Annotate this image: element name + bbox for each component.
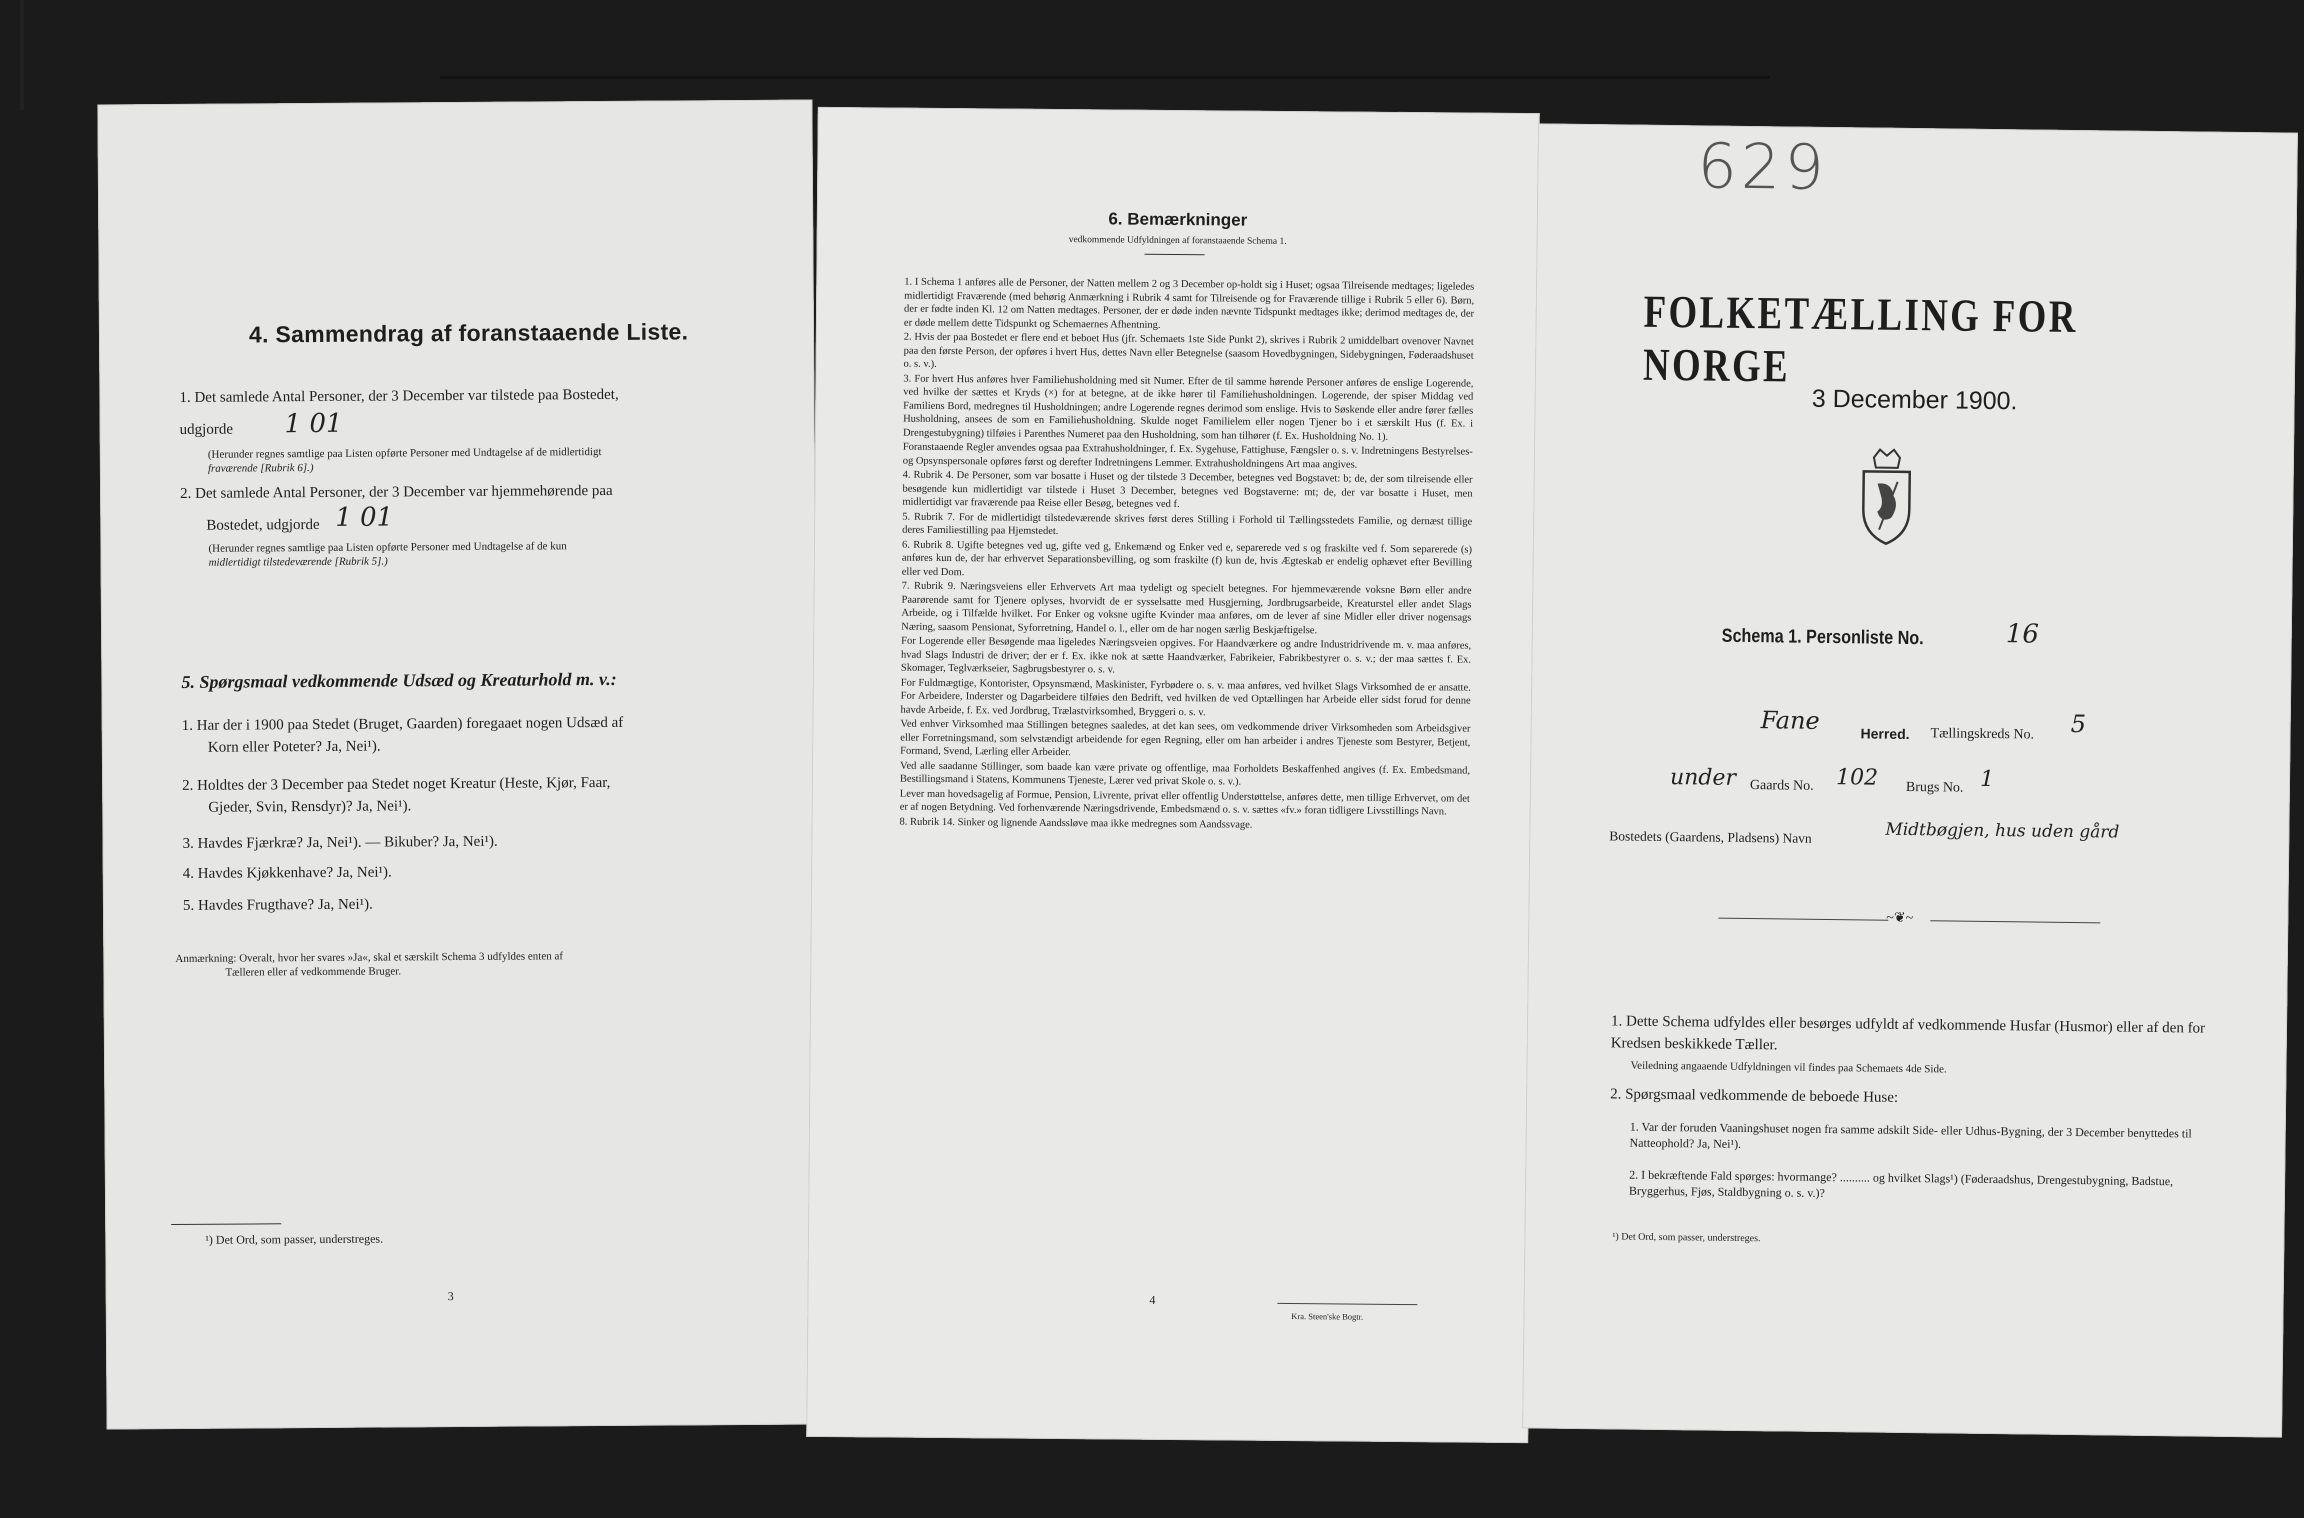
gaards-label: Gaards No. <box>1749 778 1814 794</box>
item2-note2: midlertidigt tilstedeværende [Rubrik 5].) <box>208 555 388 569</box>
footnote: ¹) Det Ord, som passer, understreges. <box>205 1231 384 1247</box>
remark-paragraph: 7. Rubrik 9. Næringsveiens eller Erhvervets Art maa tydeligt og specielt betegnes. For hjemmeværende voksne Børn eller andre Paarørende samt for Tjenere oplyses, hvorvidt de er sysselsatte med Husgjerning, Jordbrugsarbeide, Kreaturstel eller andet Slags Arbeide, og i Tilfælde hvilket. For Enker og voksne ugifte Kvinder maa anføres, om de lever af sine Midler eller driver nogensags Næring, saasom Pensionat, Syforretning, Handel o. l., eller om de har nogen særlig Beskjæftigelse. <box>901 580 1472 636</box>
printer-rule <box>1277 1303 1417 1305</box>
item1-line2: udgjorde <box>179 421 234 438</box>
item1-value: 1 01 <box>284 408 343 440</box>
census-title: FOLKETÆLLING FOR NORGE <box>1642 285 2079 392</box>
q3: 3. Havdes Fjærkræ? Ja, Nei¹). — Bikuber? Ja, Nei¹). <box>182 833 498 852</box>
section4-title: 4. Sammendrag af foranstaaende Liste. <box>248 318 689 348</box>
brugs-value: 1 <box>1979 766 1995 793</box>
left-page <box>97 100 821 1430</box>
right-page <box>1522 123 2298 1437</box>
section5-title: 5. Spørgsmaal vedkommende Udsæd og Kreaturhold m. v.: <box>181 668 617 692</box>
item2-line1: 2. Det samlede Antal Personer, der 3 December var hjemmehørende paa <box>180 482 613 502</box>
herred-label: Herred. <box>1860 725 1910 742</box>
house-question-1: 1. Var der foruden Vaaningshuset nogen fra samme adskilt Side- eller Udhus-Bygning, der 3 December benyttedes til Natteophold? Ja, Nei¹). <box>1629 1119 2192 1151</box>
footnote: ¹) Det Ord, som passer, understreges. <box>1612 1231 1761 1245</box>
gaards-value: 102 <box>1835 765 1879 791</box>
archive-number: 629 <box>1697 129 1829 204</box>
ornament-icon: ~❦~ <box>1886 910 1914 927</box>
ornament-rule-left <box>1718 918 1888 921</box>
item2-line2: Bostedet, udgjorde <box>206 516 320 534</box>
bosted-value: Midtbøgjen, hus uden gård <box>1885 819 2120 843</box>
q2-line2: Gjeder, Svin, Rensdyr)? Ja, Nei¹). <box>208 798 412 816</box>
remark-paragraph: 6. Rubrik 8. Ugifte betegnes ved ug, gifte ved g, Enkemænd og Enker ved e, separerede ved s og fraskilte ved f. Som separerede (s) anføres kun de, der har erhvervet Separationsbevilling, og som fraskilte (f) kun de, hvis Ægteskab er endelig ophævet efter Bevilling eller ved Dom. <box>901 539 1473 578</box>
herred-value: Fane <box>1760 706 1820 735</box>
kreds-label: Tællingskreds No. <box>1930 726 2035 743</box>
under-value: under <box>1669 765 1737 791</box>
top-rule <box>440 76 1770 79</box>
remark-paragraph: 8. Rubrik 14. Sinker og lignende Aandssløve maa ikke medregnes som Aandssvage. <box>899 816 1253 831</box>
remarks-title: 6. Bemærkninger <box>1108 209 1248 230</box>
remark-paragraph: 3. For hvert Hus anføres hver Familiehusholdning med sit Numer. Efter de til samme hørende Personer anføres de enslige Logerende, ved hvilke der sættes et Kryds (×) for at betegne, at de ikke hører til Familiehusholdningen. Logerende, der spiser Middag ved Familiens Bord, medregnes til Husholdningen; andre Logerende regnes derimod som enslige. Hvis to Søskende eller andre fører fælles Husholdning, ansees de som en Familiehusholdning. Skulde noget Familielem eller nogen Tjener bo i et særskilt Hus (f. Ex. i Drengestubygning) tilføies i Parenthes Numeret paa den Husholdning, som han tilhører (f. Ex. Husholdning No. 1). <box>902 373 1474 443</box>
q4: 4. Havdes Kjøkkenhave? Ja, Nei¹). <box>182 864 392 882</box>
title-rule <box>1145 254 1205 256</box>
instruction-1: 1. Dette Schema udfyldes eller besørges udfyldt af vedkommende Husfar (Husmor) eller af den for Kredsen beskikkede Tæller. <box>1610 1013 2206 1054</box>
instruction-2: 2. Spørgsmaal vedkommende de beboede Huse: <box>1610 1086 1899 1106</box>
item1-line1: 1. Det samlede Antal Personer, der 3 December var tilstede paa Bostedet, <box>179 386 619 406</box>
schema-number: 16 <box>2005 619 2040 650</box>
schema-label: Schema 1. Personliste No. <box>1721 625 1924 650</box>
remark-paragraph: Foranstaaende Regler anvendes ogsaa paa Extrahusholdninger, f. Ex. Sygehuse, Fattighuse, Fængsler o. s. v. Indretningens Bestyrelses- og Opsynspersonale opføres først og derefter Indretningens Lemmer. Extrahusholdningens Art maa angives. <box>902 441 1473 471</box>
printer: Kra. Steen'ske Bogtr. <box>1291 1311 1364 1322</box>
remarks-list <box>900 276 1475 835</box>
remark-paragraph: 2. Hvis der paa Bostedet er flere end et beboet Hus (jfr. Schemaets 1ste Side Punkt 2), skrives i Rubrik 2 umiddelbart ovenover Navnet paa den første Person, der opføres i hvert Hus, dettes Navn eller Betegnelse (saasom Hovedbygningen, Sidebygningen, Føderaadshuset o. s. v.). <box>903 331 1474 370</box>
item1-note1: (Herunder regnes samtlige paa Listen opførte Personer med Undtagelse af de midlertidigt <box>207 446 602 461</box>
instruction-1-sub: Veiledning angaaende Udfyldningen vil findes paa Schemaets 4de Side. <box>1630 1059 1947 1076</box>
ornament-rule-right <box>1930 920 2100 923</box>
brugs-label: Brugs No. <box>1905 779 1964 796</box>
kreds-value: 5 <box>2070 709 2087 739</box>
remark-line2: Tælleren eller af vedkommende Bruger. <box>225 965 402 979</box>
remarks-subtitle: vedkommende Udfyldningen af foranstaaende Schema 1. <box>1068 235 1287 247</box>
remark-line1: Anmærkning: Overalt, hvor her svares »Ja«, skal et særskilt Schema 3 udfyldes enten af <box>175 950 564 965</box>
page-number: 3 <box>447 1289 454 1304</box>
remark-paragraph: 1. I Schema 1 anføres alle de Personer, der Natten mellem 2 og 3 December op-holdt sig i Huset; ogsaa Tilreisende medtages; ligeledes midlertidigt Fraværende (med behørig Anmærkning i Rubrik 4 samt for Tilreisende og for Fraværende tillige i Rubrik 5 eller 6). Børn, der er fødte inden Kl. 12 om Natten medtages. Personer, der er døde inden nævnte Tidspunkt medtages ikke; derimod medtages de, der er døde mellem dette Tidspunkt og Schemaernes Afhentning. <box>903 276 1475 331</box>
remark-paragraph: For Logerende eller Besøgende maa ligeledes Næringsveien opgives. For Haandværkere og andre Industridrivende m. v. maa anføres, hvad Slags Industri de driver; der er f. Ex. ikke nok at sætte Haandværker, Fabrikeier, Fabrikbestyrer o. s. v.; der maa sættes f. Ex. Skomager, Teglværkseier, Sagbrugsbestyrer o. s. v. <box>900 635 1472 676</box>
q1-line2: Korn eller Poteter? Ja, Nei¹). <box>207 738 381 756</box>
house-question-2: 2. I bekræftende Fald spørges: hvormange? .......... og hvilket Slags¹) (Føderaadshus, Drengestubygning, Badstue, Bryggerhus, Fjøs, Staldbygning o. s. v.)? <box>1628 1167 2174 1200</box>
binding-edge <box>20 0 24 110</box>
remark-paragraph: Ved alle saadanne Stillinger, som baade kan være private og offentlige, maa Forholdets Beskaffenhed angives (f. Ex. Embedsmand, Bestillingsmand i Statens, Kommunens Tjeneste, Lærer ved privat Skole o. s. v.). <box>899 760 1471 788</box>
q1-line1: 1. Har der i 1900 paa Stedet (Bruget, Gaarden) foregaaet nogen Udsæd af <box>181 714 624 734</box>
coat-of-arms-icon <box>1851 447 1922 548</box>
remark-paragraph: Lever man hovedsagelig af Formue, Pension, Livrente, privat eller offentlig Understøttelse, anføres dette, men tillige Erhvervet, om det er af nogen Betydning. Ved forhenværende Næringsdrivende, Embedsmænd o. s. v. sættes «fv.» foran tidligere Livsstillings Navn. <box>899 788 1470 818</box>
q5: 5. Havdes Frugthave? Ja, Nei¹). <box>182 896 373 914</box>
remark-paragraph: Ved enhver Virksomhed maa Stillingen betegnes saaledes, at det kan sees, om vedkommende driver Virksomheden som Arbeidsgiver eller Forretningsmand, som selvstændigt arbeidende for egen Regning, eller om han arbeider i andres Tjeneste som Bestyrer, Betjent, Formand, Svend, Lærling eller Arbeider. <box>900 718 1471 759</box>
page-number: 4 <box>1149 1292 1156 1307</box>
remark-paragraph: 4. Rubrik 4. De Personer, som var bosatte i Huset og der tilstede 3 December, betegnes ved Bogstavet: b; de, der som tilreisende eller besøgende kun midlertidigt var tilstede i Huset 3 December, betegnes ved Bogstaverne: mt; de, der var bosatte i Huset, men midlertidigt var fraværende paa Reise eller Besøg, betegnes ved f. <box>902 469 1473 511</box>
remark-paragraph: For Fuldmægtige, Kontorister, Opsynsmænd, Maskinister, Fyrbødere o. s. v. maa anføres, ved hvilket Slags Virksomhed de er ansatte. For Arbeidere, Inderster og Dagarbeidere tilføies den Bedrift, ved hvilken de ved Optællingen har Arbeide eller sidst forud for denne havde Arbeide, f. Ex. ved Jordbrug, Trælastvirksomhed, Bryggeri o. s. v. <box>900 677 1471 718</box>
q2-line1: 2. Holdtes der 3 December paa Stedet noget Kreatur (Heste, Kjør, Faar, <box>182 774 611 794</box>
item2-note1: (Herunder regnes samtlige paa Listen opførte Personer med Undtagelse af de kun <box>208 540 567 555</box>
remark-paragraph: 5. Rubrik 7. For de midlertidigt tilstedeværende skrives først deres Stilling i Forhold til Tællingsstedets Familie, og dernæst tillige deres Familiestilling paa Hjemstedet. <box>902 511 1473 537</box>
item1-note2: fraværende [Rubrik 6].) <box>207 462 314 475</box>
bosted-label: Bostedets (Gaardens, Pladsens) Navn <box>1609 828 1812 846</box>
middle-page <box>806 107 1540 1443</box>
census-date: 3 December 1900. <box>1811 384 2018 416</box>
footnote-rule <box>171 1223 281 1225</box>
item2-value: 1 01 <box>335 502 394 533</box>
